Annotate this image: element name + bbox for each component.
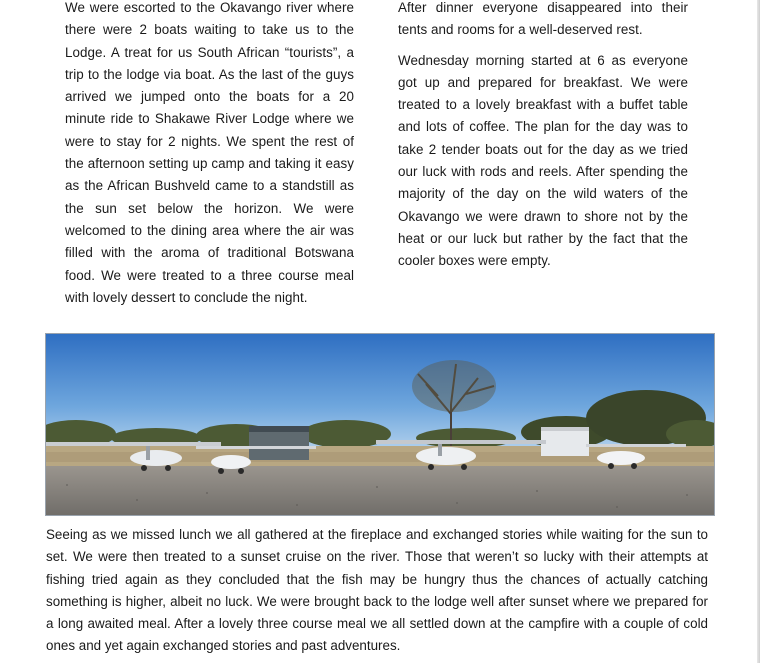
left-text-column: [65, 0, 354, 309]
white-building: [541, 430, 589, 456]
bottom-text-block: [46, 524, 708, 658]
gravel-airstrip: [46, 466, 715, 516]
left-paragraph: We were escorted to the Okavango river where there were 2 boats waiting to take us to the Lodge. A treat for us South African “tourists”, a trip to the lodge via boat. As the last of the guys arrived we jumped onto the boats for a 20 minute ride to Shakawe River Lodge where we were to stay for 2 nights. We spent the rest of the afternoon setting up camp and taking it easy as the African Bushveld came to a standstill as the sun set below the horizon. We were welcomed to the dining area where the air was filled with the aroma of traditional Botswana food. We were treated to a three course meal with lovely dessert to conclude the night.: [65, 0, 354, 305]
airstrip-photo: [45, 333, 715, 516]
right-paragraph-2: Wednesday morning started at 6 as everyone got up and prepared for breakfast. We were treated to a lovely breakfast with a buffet table and lots of coffee. The plan for the day was to take 2 tender boats out for the day as we tried our luck with rods and reels. After spending the majority of the day on the wild waters of the Okavango we were drawn to shore not by the heat or our luck but rather by the fact that the cooler boxes were empty.: [398, 52, 688, 269]
hangar: [249, 430, 309, 460]
right-paragraph-1: After dinner everyone disappeared into their tents and rooms for a well-deserved rest.: [398, 0, 688, 38]
airstrip-photo-illustration: [46, 334, 715, 516]
bottom-paragraph: Seeing as we missed lunch we all gathered at the fireplace and exchanged stories while waiting for the sun to set. We were then treated to a sunset cruise on the river. Those that weren’t so lucky with their attempts at fishing tried again as they concluded that the fish may be hungry thus the chances of actually catching something is higher, albeit no luck. We were brought back to the lodge well after sunset where we prepared for a long awaited meal. After a lovely three course meal we all settled down at the campfire with a couple of cold ones and yet again exchanged stories and past adventures.: [46, 527, 708, 654]
right-text-column: [398, 0, 688, 273]
